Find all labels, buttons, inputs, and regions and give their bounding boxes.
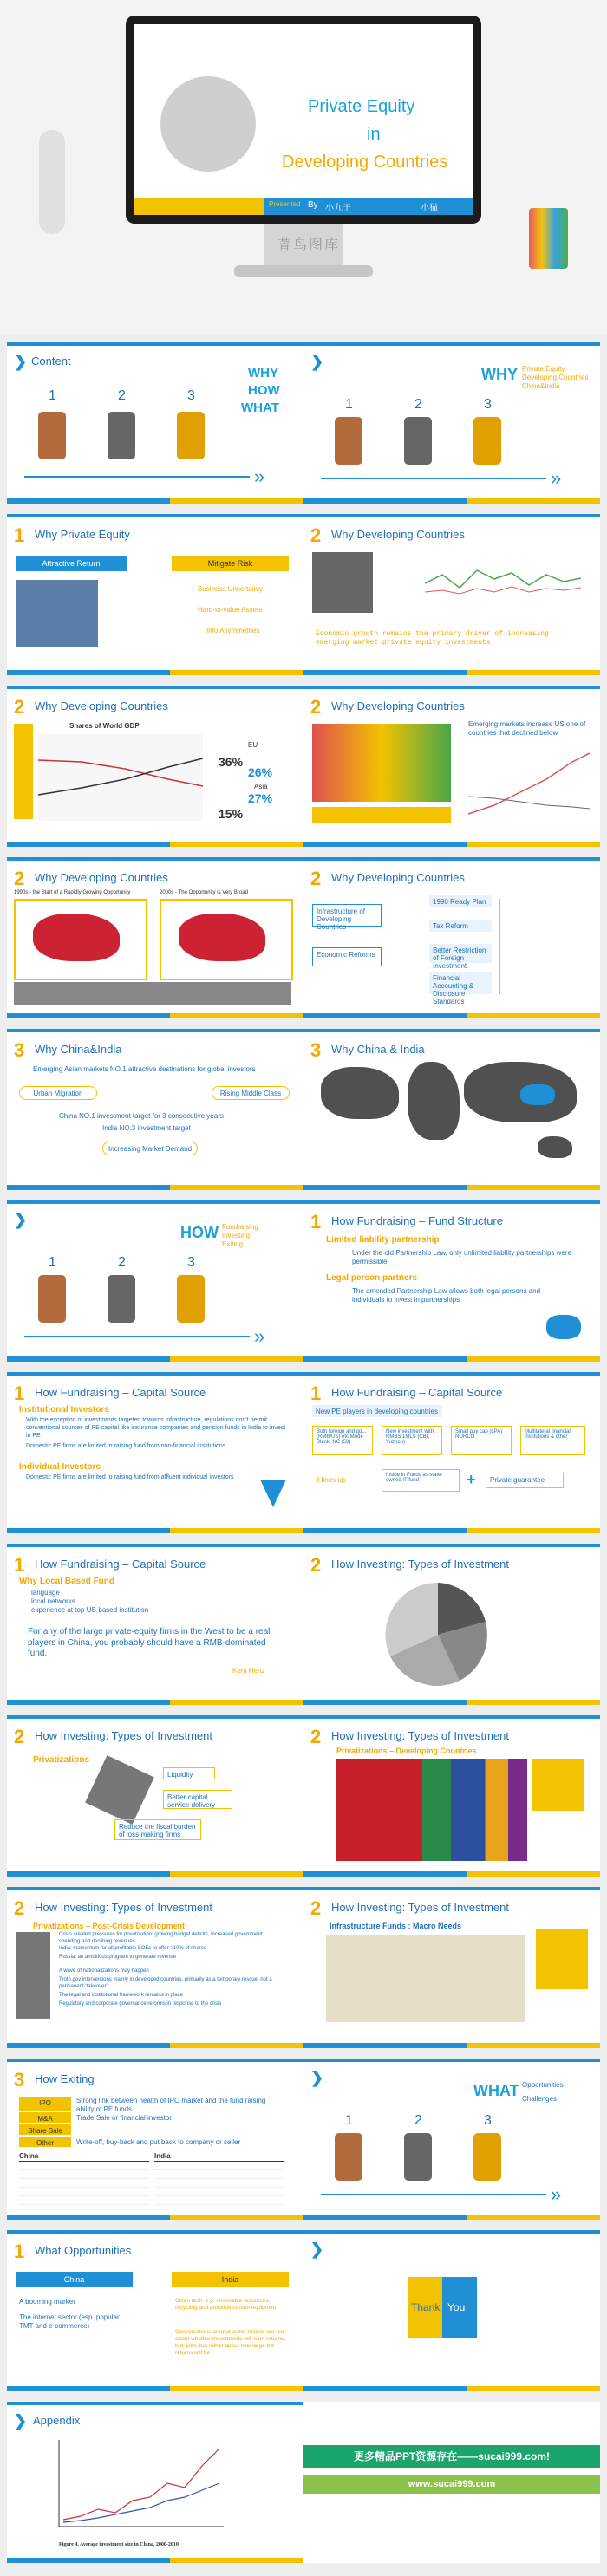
slide-title: How Fundraising – Fund Structure	[331, 1214, 503, 1227]
slide-how-capital-3	[7, 1544, 304, 1705]
slide-why-intro	[304, 342, 600, 504]
topic-1: Opportunities	[522, 2081, 564, 2089]
why-big: WHY	[481, 366, 518, 383]
note-box	[536, 1929, 588, 1989]
topic-2: Developing Countries	[522, 374, 589, 381]
privatization-shape	[85, 1755, 154, 1825]
arrow-icon: ❯	[14, 1211, 28, 1228]
point-7: Regulatory and corporate governance reforms in response to the crisis	[59, 2001, 222, 2007]
exit-share-sale-label: Share Sale	[19, 2124, 71, 2135]
slide-title: Content	[31, 355, 71, 368]
section-number: 2	[14, 696, 25, 718]
step-1: 1	[345, 397, 353, 412]
exit-table-india	[154, 2161, 284, 2205]
phone-image	[38, 1275, 66, 1323]
arrow-icon: ❯	[14, 2412, 28, 2430]
pct-27: 27%	[248, 791, 273, 805]
map-2000s	[160, 899, 293, 980]
slide-how-exiting	[7, 2059, 304, 2220]
section-number: 2	[14, 1897, 25, 1919]
cover-presenter-2: 小猫	[421, 204, 438, 213]
slide-how-investing-5	[304, 1887, 600, 2048]
phone-image	[108, 1275, 135, 1323]
section-number: 3	[14, 2069, 25, 2091]
arrow-icon: ❯	[310, 2069, 324, 2086]
reform-4: Financial Accounting & Disclosure Standards	[429, 972, 492, 994]
slide-title: Why Private Equity	[35, 528, 130, 541]
growth-line-chart	[425, 549, 590, 618]
side-image	[16, 1932, 50, 2019]
section-number: 2	[14, 868, 25, 889]
point-2: India: momentum for all profitable SOEs to offer >10% of shares	[59, 1946, 207, 1951]
note-box	[532, 1759, 584, 1811]
watermark-text: 菁鸟图库	[277, 238, 341, 253]
slide-why-ci-1	[7, 1029, 304, 1190]
phone-image	[177, 412, 205, 459]
phone-image	[38, 412, 66, 459]
point-5: Troth gov interventions mainly in developed countries, primarily as a temporary rescue, not a permanent 'takeover'	[59, 1977, 272, 1989]
phone-image	[177, 1275, 205, 1323]
legend-eu: EU	[248, 741, 258, 749]
map-africa-europe	[408, 1062, 460, 1140]
china-opp-1: A booming market	[19, 2298, 75, 2306]
returns-table	[16, 580, 98, 647]
cover-title-3: Developing Countries	[282, 153, 448, 172]
exit-ipo-label: IPO	[19, 2097, 71, 2111]
slide-title: How Fundraising – Capital Source	[35, 1558, 206, 1571]
cover-title-1: Private Equity	[308, 97, 415, 116]
section-number: 3	[310, 1039, 322, 1061]
india-target: India NO.3 investment target	[102, 1124, 191, 1132]
exit-table-china	[19, 2161, 149, 2205]
exit-ma-text: Trade Sale or financial investor	[76, 2114, 172, 2122]
risk-item-1: Business Uncertainty	[198, 585, 264, 593]
cover-bar	[134, 198, 473, 215]
slide-title: How Investing: Types of Investment	[331, 1558, 509, 1571]
arrow-icon: ❯	[310, 353, 324, 370]
step-3: 3	[187, 388, 195, 403]
section-number: 2	[310, 1554, 322, 1576]
india-opp-2: Conversations around water-related are not about whether investments will earn returns, but, jolts, but rather about how large the returns will be	[175, 2329, 286, 2357]
step-3: 3	[484, 397, 492, 412]
reform-2: Tax Reform	[429, 920, 492, 932]
infra-world-map	[326, 1935, 525, 2022]
step-3: 3	[187, 1255, 195, 1270]
divider	[321, 478, 546, 479]
section-number: 1	[14, 1554, 25, 1576]
monitor-frame	[126, 16, 481, 224]
divider	[24, 1336, 250, 1337]
liquidity-box: Liquidity	[163, 1767, 215, 1779]
phone-image	[335, 2133, 362, 2181]
slide-how-capital-2	[304, 1372, 600, 1533]
slide-content	[7, 342, 304, 504]
source-box-4: Multilateral financial institutions & other	[520, 1426, 585, 1455]
slide-what-intro	[304, 2059, 600, 2220]
slide-why-dc-3	[304, 686, 600, 847]
phone-image	[473, 417, 501, 465]
asia-headline: Emerging Asian markets NO.1 attractive destinations for global investors	[33, 1065, 256, 1073]
how-big: HOW	[180, 1224, 219, 1241]
china-opp-2: The internet sector (esp. popular TMT and e-commerce)	[19, 2313, 120, 2330]
reason-3: experience at top US-based institution	[31, 1606, 149, 1614]
arrow-icon: ❯	[310, 2241, 324, 2258]
infra-heading: Infrastructure Funds : Macro Needs	[330, 1922, 462, 1930]
risk-item-2: Hard-to-value Assets	[198, 606, 263, 614]
gdp-chart	[38, 734, 203, 821]
vase-image	[39, 130, 65, 234]
quote-text: For any of the large private-equity firms in the West to be a real players in China, you probably should have a RMB-dominated fund.	[28, 1627, 271, 1658]
slide-how-investing-1	[304, 1544, 600, 1705]
monitor-base	[234, 265, 373, 277]
hero-cover	[0, 0, 607, 334]
slide-why-dc-5	[304, 857, 600, 1018]
slide-title: How Exiting	[35, 2072, 95, 2085]
world-heat-map	[312, 724, 451, 802]
note-bar	[312, 807, 451, 823]
point-4: A wave of nationalizations may happen	[59, 1968, 149, 1974]
point-3: Russia: an ambitious program to generate revenue	[59, 1955, 177, 1960]
slide-what-opportunities	[7, 2230, 304, 2391]
section-number: 2	[310, 1897, 322, 1919]
section-number: 2	[14, 1726, 25, 1747]
source-box-2: New investment with RMBS 1MLS (CBI, Yuzhou)	[382, 1426, 442, 1455]
slide-title: Why China & India	[331, 1043, 425, 1056]
slide-title: How Investing: Types of Investment	[331, 1901, 509, 1914]
divider	[24, 476, 250, 478]
topic-2: Challenges	[522, 2095, 558, 2103]
chevrons-icon: »	[254, 1325, 265, 1347]
slide-title: What Opportunities	[35, 2244, 132, 2257]
figure-caption: Figure 4. Average investment size in China, 2000-2010	[59, 2542, 179, 2547]
exit-other-text: Write-off, buy-back and put back to company or seller	[76, 2138, 241, 2146]
exit-ma-label: M&A	[19, 2112, 71, 2123]
topic-1: Fundraising	[222, 1223, 258, 1231]
thanks-block	[408, 2277, 477, 2338]
state-fund-box: Inside in Funds as state-owned IT fund	[382, 1469, 460, 1492]
phone-image	[108, 412, 135, 459]
slide-why-pe	[7, 514, 304, 675]
map-americas	[321, 1067, 399, 1119]
cover-by: By	[308, 200, 318, 210]
urban-migration-pill: Urban Migration	[19, 1086, 97, 1100]
info-box	[312, 552, 373, 613]
legal-text: The amended Partnership Law allows both legal persons and individuals to invest in partnerships	[352, 1287, 541, 1304]
china-box: China	[16, 2272, 133, 2287]
institutional-text-2: Domestic PE firms are limited to raising fund from non-financial institutions	[26, 1443, 226, 1449]
capital-service-box: Better capital service delivery	[163, 1790, 232, 1809]
individual-text: Domestic PE firms are limited to raising fund from affluent individual investors	[26, 1474, 234, 1480]
slide-appendix	[7, 2402, 304, 2563]
emerging-chart	[468, 745, 590, 823]
detail-column	[499, 899, 587, 994]
section-number: 3	[14, 1039, 25, 1061]
what-big: WHAT	[473, 2082, 519, 2099]
legend-asia: Asia	[254, 783, 268, 790]
slide-title: Why Developing Countries	[331, 871, 465, 884]
mitigate-risk-box: Mitigate Risk	[172, 556, 289, 571]
topic-3: China&India	[522, 382, 560, 390]
india-box: India	[172, 2272, 289, 2287]
slide-how-capital-1	[7, 1372, 304, 1533]
slide-title: Why Developing Countries	[35, 871, 168, 884]
attractive-return-box: Attractive Return	[16, 556, 127, 571]
cover-title-2: in	[367, 125, 381, 144]
section-number: 1	[310, 1382, 322, 1404]
promo-panel	[304, 2402, 600, 2563]
private-guarantee-box: Private guarantee	[486, 1473, 564, 1488]
plus-icon: +	[467, 1471, 476, 1488]
reforms-box: Economic Reforms	[312, 947, 382, 966]
privatizations-dc-heading: Privatizations – Developing Countries	[336, 1747, 477, 1755]
slide-how-intro	[7, 1200, 304, 1362]
slide-title: How Fundraising – Capital Source	[331, 1386, 503, 1399]
section-number: 1	[14, 524, 25, 546]
map-caption: Emerging markets increase US one of countries that declined below	[468, 720, 586, 737]
reason-2: local networks	[31, 1597, 75, 1605]
topic-2: Investing	[222, 1232, 251, 1239]
investment-size-chart	[50, 2440, 224, 2535]
what-label: WHAT	[241, 400, 279, 415]
arrow-icon: ❯	[14, 353, 28, 370]
point-6: The legal and institutional framework remains in place	[59, 1993, 184, 1998]
table-col-india: India	[154, 2152, 171, 2160]
legal-heading: Legal person partners	[326, 1273, 418, 1283]
post-crisis-heading: Privatizations – Post-Crisis Development	[33, 1922, 186, 1930]
topic-1: Private Equity	[522, 365, 565, 373]
slide-title: How Fundraising – Capital Source	[35, 1386, 206, 1399]
map2-title: 2000s - The Opportunity is Very Broad	[160, 890, 248, 895]
map-1990s	[14, 899, 147, 980]
source-box-3: Small guy cap (LPA) NORCO	[451, 1426, 512, 1455]
local-fund-heading: Why Local Based Fund	[19, 1577, 115, 1586]
slide-title: Why Developing Countries	[331, 699, 465, 712]
institutional-text-1: With the exception of investments targeted towards infrastructure, regulations don't permit conventional sources of PE capital like insurance companies and pension funds in India to invest in PE	[26, 1417, 286, 1439]
promo-link[interactable]: www.sucai999.com	[304, 2475, 600, 2494]
india-opp-1: Clean tech: e.g. renewable resources, recycling and pollution-control equipment	[175, 2298, 278, 2312]
phone-image	[473, 2133, 501, 2181]
slide-how-investing-2	[7, 1715, 304, 1877]
chevrons-icon: »	[551, 467, 562, 489]
slide-why-dc-1	[304, 514, 600, 675]
chevrons-icon: »	[254, 465, 265, 487]
phone-image	[335, 417, 362, 465]
step-1: 1	[345, 2113, 353, 2128]
key-dollar-image	[160, 76, 256, 172]
slide-title: How Investing: Types of Investment	[331, 1729, 509, 1742]
slide-why-dc-4	[7, 857, 304, 1018]
step-1: 1	[49, 1255, 56, 1270]
slide-how-fund-structure	[304, 1200, 600, 1362]
promo-line-1: 更多精品PPT资源存在——sucai999.com!	[304, 2445, 600, 2468]
slide-why-dc-2	[7, 686, 304, 847]
cover-presented: Presented	[269, 200, 301, 208]
step-2: 2	[118, 388, 126, 403]
china-map-icon	[546, 1315, 581, 1339]
reform-1: 1990 Ready Plan	[429, 895, 492, 907]
step-1: 1	[49, 388, 56, 403]
middle-class-pill: Rising Middle Class	[212, 1086, 290, 1100]
gdp-chart-title: Shares of World GDP	[69, 722, 140, 730]
section-number: 2	[310, 696, 322, 718]
slide-how-investing-4	[7, 1887, 304, 2048]
slide-how-investing-3	[304, 1715, 600, 1877]
market-demand-pill: Increasing Market Demand	[102, 1142, 198, 1155]
phone-image	[404, 417, 432, 465]
slide-thank-you	[304, 2230, 600, 2391]
new-players-box: New PE players in developing countries	[312, 1405, 442, 1417]
section-number: 1	[310, 1211, 322, 1233]
reform-3: Better Restriction of Foreign Investment	[429, 944, 492, 963]
investment-types-pie	[373, 1578, 503, 1691]
india-map-icon	[260, 1480, 286, 1507]
point-1: Crisis created pressures for privatization: growing budget deficits, increased government spending and declining revenues	[59, 1932, 263, 1944]
slide-title: How Investing: Types of Investment	[35, 1729, 212, 1742]
thanks-word: Thank	[411, 2301, 441, 2313]
topic-3: Exiting	[222, 1240, 244, 1248]
how-label: HOW	[248, 383, 280, 398]
section-number: 1	[14, 1382, 25, 1404]
exit-other-label: Other	[19, 2137, 71, 2147]
exit-ipo-text: Strong link between health of IPO market and the fund raising ability of PE funds	[76, 2097, 266, 2113]
reason-1: language	[31, 1589, 60, 1597]
section-number: 2	[310, 524, 322, 546]
slide-title: How Investing: Types of Investment	[35, 1901, 212, 1914]
section-number: 1	[14, 2241, 25, 2262]
source-box-1: Both foreign and go... (RMB/US) etc Mode Blank, NC (59)	[312, 1426, 373, 1455]
section-number: 2	[310, 868, 322, 889]
quote-author: Kent Hertz	[232, 1667, 265, 1675]
pencil-cup-image	[529, 208, 568, 269]
map1-title: 1990s - the Start of a Rapidly Growing Opportunity	[14, 890, 131, 895]
pct-26: 26%	[248, 765, 273, 779]
china-target: China NO.1 investment target for 3 consecutive years	[59, 1112, 224, 1120]
fiscal-burden-box: Reduce the fiscal burden of loss-making firms	[114, 1819, 201, 1840]
llp-heading: Limited liability partnership	[326, 1235, 440, 1245]
institutional-heading: Institutional Investors	[19, 1405, 109, 1415]
chevrons-icon: »	[551, 2183, 562, 2205]
cover-slide	[134, 24, 473, 215]
slide-title: Appendix	[33, 2414, 81, 2427]
china-highlight	[520, 1084, 555, 1105]
source-note: 3 lines up	[316, 1476, 346, 1484]
step-3: 3	[484, 2113, 492, 2128]
divider	[321, 2194, 546, 2195]
step-2: 2	[414, 2113, 422, 2128]
individual-heading: Individual Investors	[19, 1462, 101, 1472]
map-australia	[538, 1136, 572, 1158]
step-2: 2	[118, 1255, 126, 1270]
why-label: WHY	[248, 366, 278, 381]
cover-presenter-1: 小九子	[325, 204, 351, 213]
pct-36: 36%	[219, 755, 244, 769]
infrastructure-box: Infrastructure of Developing Countries	[312, 904, 382, 927]
slide-why-ci-2	[304, 1029, 600, 1190]
phone-image	[404, 2133, 432, 2181]
slide-title: Why Developing Countries	[331, 528, 465, 541]
step-2: 2	[414, 397, 422, 412]
pct-15: 15%	[219, 807, 244, 821]
you-word: You	[447, 2301, 466, 2313]
risk-item-3: Info Asymmetries	[206, 627, 260, 634]
privatizations-heading: Privatizations	[33, 1755, 90, 1765]
section-number: 2	[310, 1726, 322, 1747]
caption-bar	[14, 982, 291, 1005]
treemap	[336, 1759, 527, 1861]
growth-note: Economic growth remains the primary driver of increasing emerging market private equity investments	[316, 630, 549, 647]
table-col-china: China	[19, 2152, 39, 2160]
llp-text: Under the old Partnership Law, only unlimited liability partnerships were permissible.	[352, 1249, 572, 1265]
side-bar	[14, 724, 33, 819]
slide-title: Why China&India	[35, 1043, 122, 1056]
slide-title: Why Developing Countries	[35, 699, 168, 712]
